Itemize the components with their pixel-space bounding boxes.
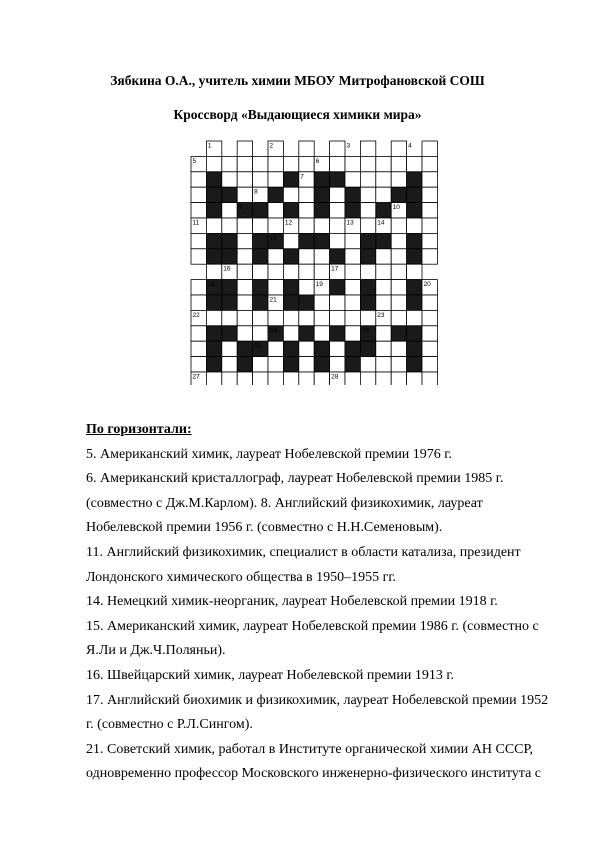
crossword-cell — [422, 357, 437, 372]
crossword-cell — [330, 233, 345, 248]
crossword-cell — [191, 249, 206, 264]
crossword-number: 9 — [238, 204, 243, 212]
crossword-black-cell — [222, 295, 237, 310]
crossword-number: 26 — [254, 342, 262, 350]
crossword-cell — [253, 372, 268, 385]
crossword-number: 11 — [192, 219, 200, 227]
crossword-black-cell — [314, 187, 329, 202]
clue-line: одновременно профессор Московского инженерно-физического института с — [86, 766, 542, 782]
crossword-number: 27 — [192, 373, 200, 381]
crossword-cell — [360, 264, 375, 279]
crossword-cell — [391, 218, 406, 233]
crossword-cell — [407, 156, 422, 171]
crossword-cell — [407, 218, 422, 233]
crossword-cell — [422, 295, 437, 310]
crossword-cell — [222, 341, 237, 356]
crossword-black-cell — [283, 280, 298, 295]
crossword-cell — [253, 156, 268, 171]
crossword-black-cell — [222, 249, 237, 264]
crossword-cell — [206, 372, 221, 385]
crossword-cell — [376, 372, 391, 385]
crossword-cell — [268, 310, 283, 325]
crossword-cell — [283, 264, 298, 279]
crossword-black-cell — [314, 357, 329, 372]
crossword-black-cell — [268, 187, 283, 202]
crossword-cell — [330, 156, 345, 171]
crossword-cell — [407, 372, 422, 385]
crossword-cell — [376, 172, 391, 187]
crossword-cell — [268, 249, 283, 264]
crossword-cell — [299, 310, 314, 325]
crossword-black-cell — [253, 280, 268, 295]
crossword-cell — [360, 357, 375, 372]
crossword-number: 21 — [269, 296, 277, 304]
crossword-black-cell — [299, 233, 314, 248]
crossword-cell — [268, 372, 283, 385]
crossword-cell — [268, 203, 283, 218]
crossword-cell — [237, 187, 252, 202]
crossword-black-cell — [407, 203, 422, 218]
crossword-cell — [206, 156, 221, 171]
crossword-black-cell — [283, 172, 298, 187]
crossword-black-cell — [253, 233, 268, 248]
crossword-cell — [376, 264, 391, 279]
crossword-number: 2 — [269, 142, 274, 150]
crossword-cell — [345, 310, 360, 325]
crossword-cell — [206, 218, 221, 233]
crossword-cell — [330, 295, 345, 310]
crossword-cell — [299, 357, 314, 372]
crossword-cell — [191, 280, 206, 295]
crossword-black-cell — [206, 172, 221, 187]
crossword-black-cell — [407, 295, 422, 310]
crossword-black-cell — [360, 341, 375, 356]
crossword-cell — [330, 141, 345, 156]
crossword-number: 22 — [192, 311, 200, 319]
crossword-cell — [376, 341, 391, 356]
crossword-black-cell — [222, 233, 237, 248]
crossword-cell — [330, 357, 345, 372]
crossword-black-cell — [345, 357, 360, 372]
crossword-cell — [222, 310, 237, 325]
crossword-cell — [237, 295, 252, 310]
crossword-black-cell — [345, 203, 360, 218]
clues-section — [86, 418, 556, 787]
author-line: Зябкина О.А., учитель химии МБОУ Митрофановской СОШ — [110, 73, 485, 88]
crossword-cell — [268, 341, 283, 356]
crossword-cell — [391, 249, 406, 264]
crossword-number: 1 — [207, 142, 212, 150]
crossword-cell — [299, 187, 314, 202]
crossword-black-cell — [253, 203, 268, 218]
crossword-black-cell — [407, 187, 422, 202]
crossword-cell — [345, 372, 360, 385]
crossword-cell — [253, 310, 268, 325]
crossword-number: 10 — [392, 204, 400, 212]
crossword-cell — [391, 341, 406, 356]
crossword-number: 20 — [423, 281, 431, 289]
crossword-cell — [237, 372, 252, 385]
crossword-black-cell — [407, 341, 422, 356]
clue-line: г. (совместно с Р.Л.Сингом). — [86, 717, 253, 733]
crossword-cell — [237, 172, 252, 187]
crossword-cell — [237, 310, 252, 325]
crossword-cell — [268, 156, 283, 171]
crossword-number: 3 — [346, 142, 351, 150]
crossword-black-cell — [345, 187, 360, 202]
crossword-black-cell — [222, 187, 237, 202]
clue-line: 17. Английский биохимик и физикохимик, лауреат Нобелевской премии 1952 — [86, 692, 549, 708]
crossword-cell — [391, 357, 406, 372]
crossword-cell — [422, 233, 437, 248]
crossword-grid — [187, 135, 457, 385]
crossword-cell — [345, 326, 360, 341]
crossword-cell — [360, 218, 375, 233]
crossword-black-cell — [360, 249, 375, 264]
crossword-svg — [187, 135, 457, 385]
crossword-black-cell — [206, 357, 221, 372]
crossword-number: 28 — [331, 373, 339, 381]
crossword-cell — [330, 203, 345, 218]
crossword-number: 19 — [315, 281, 323, 289]
crossword-cell — [345, 249, 360, 264]
crossword-number: 18 — [207, 281, 216, 289]
crossword-cell — [222, 203, 237, 218]
crossword-black-cell — [330, 172, 345, 187]
crossword-cell — [299, 203, 314, 218]
crossword-cell — [330, 187, 345, 202]
crossword-cell — [360, 141, 375, 156]
crossword-cell — [283, 372, 298, 385]
crossword-cell — [222, 372, 237, 385]
crossword-cell — [191, 326, 206, 341]
crossword-number: 15 — [269, 234, 277, 242]
crossword-cell — [422, 187, 437, 202]
crossword-cell — [237, 156, 252, 171]
crossword-cell — [191, 341, 206, 356]
crossword-black-cell — [360, 280, 375, 295]
crossword-cell — [253, 357, 268, 372]
clue-line: Я.Ли и Дж.Ч.Поляньи). — [86, 643, 226, 659]
crossword-cell — [253, 326, 268, 341]
crossword-cell — [268, 172, 283, 187]
crossword-cell — [391, 264, 406, 279]
crossword-black-cell — [283, 295, 298, 310]
crossword-cell — [299, 372, 314, 385]
crossword-cell — [237, 218, 252, 233]
crossword-cell — [268, 357, 283, 372]
crossword-number: 13 — [346, 219, 354, 227]
crossword-black-cell — [330, 249, 345, 264]
crossword-cell — [422, 249, 437, 264]
crossword-cell — [422, 310, 437, 325]
crossword-number: 12 — [284, 219, 293, 227]
crossword-black-cell — [253, 295, 268, 310]
crossword-cell — [237, 249, 252, 264]
crossword-cell — [299, 341, 314, 356]
crossword-cell — [360, 203, 375, 218]
crossword-black-cell — [330, 280, 345, 295]
crossword-number: 7 — [300, 173, 304, 181]
crossword-black-cell — [330, 326, 345, 341]
crossword-cell — [376, 187, 391, 202]
crossword-black-cell — [206, 233, 221, 248]
clue-line: 14. Немецкий химик-неорганик, лауреат Нобелевской премии 1918 г. — [86, 594, 498, 610]
crossword-cell — [360, 372, 375, 385]
crossword-cell — [422, 203, 437, 218]
crossword-black-cell — [345, 341, 360, 356]
crossword-cell — [330, 310, 345, 325]
clue-line: 16. Швейцарский химик, лауреат Нобелевской премии 1913 г. — [86, 667, 455, 683]
crossword-cell — [314, 326, 329, 341]
crossword-black-cell — [314, 203, 329, 218]
crossword-cell — [237, 264, 252, 279]
crossword-number: 6 — [315, 157, 320, 165]
crossword-cell — [407, 310, 422, 325]
crossword-cell — [191, 295, 206, 310]
crossword-black-cell — [407, 249, 422, 264]
crossword-number: 4 — [408, 142, 412, 150]
crossword-cell — [191, 203, 206, 218]
crossword-cell — [237, 233, 252, 248]
crossword-cell — [376, 280, 391, 295]
crossword-cell — [345, 280, 360, 295]
crossword-black-cell — [376, 203, 391, 218]
crossword-cell — [314, 295, 329, 310]
crossword-black-cell — [314, 233, 329, 248]
crossword-cell — [283, 310, 298, 325]
crossword-cell — [314, 372, 329, 385]
crossword-title: Кроссворд «Выдающиеся химики мира» — [173, 107, 422, 122]
crossword-cell — [422, 372, 437, 385]
clue-line: 21. Советский химик, работал в Институте органической химии АН СССР, — [86, 741, 534, 757]
crossword-cell — [206, 264, 221, 279]
crossword-cell — [268, 280, 283, 295]
crossword-black-cell — [314, 341, 329, 356]
crossword-cell — [422, 326, 437, 341]
crossword-cell — [391, 310, 406, 325]
crossword-number: 8 — [254, 188, 258, 196]
clue-line: 6. Американский кристаллограф, лауреат Нобелевской премии 1985 г. — [86, 471, 504, 487]
crossword-cell — [391, 372, 406, 385]
crossword-cell — [237, 326, 252, 341]
crossword-black-cell — [407, 326, 422, 341]
crossword-cell — [283, 326, 298, 341]
crossword-cell — [360, 156, 375, 171]
crossword-cell — [299, 218, 314, 233]
crossword-cell — [299, 156, 314, 171]
crossword-cell — [222, 357, 237, 372]
crossword-cell — [283, 187, 298, 202]
crossword-cell — [422, 341, 437, 356]
crossword-black-cell — [283, 357, 298, 372]
crossword-cell — [330, 218, 345, 233]
crossword-cell — [422, 156, 437, 171]
crossword-cell — [299, 280, 314, 295]
crossword-cell — [191, 187, 206, 202]
crossword-black-cell — [360, 233, 375, 248]
crossword-number: 17 — [331, 265, 339, 273]
crossword-cell — [422, 141, 437, 156]
crossword-cell — [376, 295, 391, 310]
crossword-black-cell — [283, 249, 298, 264]
clue-line: Лондонского химического общества в 1950–1955 гг. — [86, 569, 397, 585]
crossword-cell — [222, 172, 237, 187]
crossword-cell — [376, 249, 391, 264]
crossword-black-cell — [222, 326, 237, 341]
crossword-cell — [299, 249, 314, 264]
crossword-black-cell — [283, 341, 298, 356]
crossword-cell — [237, 141, 252, 156]
crossword-black-cell — [407, 357, 422, 372]
crossword-black-cell — [206, 249, 221, 264]
crossword-black-cell — [407, 172, 422, 187]
crossword-cell — [283, 233, 298, 248]
crossword-cell — [391, 172, 406, 187]
crossword-number: 5 — [192, 157, 197, 165]
crossword-cell — [268, 264, 283, 279]
crossword-number: 14 — [377, 219, 385, 227]
crossword-cell — [268, 218, 283, 233]
crossword-cell — [391, 156, 406, 171]
crossword-number: 25 — [361, 327, 370, 335]
clue-line: 5. Американский химик, лауреат Нобелевской премии 1976 г. — [86, 446, 452, 462]
crossword-black-cell — [206, 295, 221, 310]
crossword-cell — [191, 233, 206, 248]
crossword-cell — [191, 172, 206, 187]
crossword-cell — [422, 218, 437, 233]
crossword-black-cell — [299, 326, 314, 341]
crossword-black-cell — [283, 203, 298, 218]
crossword-cell — [376, 357, 391, 372]
crossword-cell — [314, 264, 329, 279]
crossword-cell — [422, 172, 437, 187]
clue-line: 15. Американский химик, лауреат Нобелевской премии 1986 г. (совместно с — [86, 618, 539, 634]
crossword-cell — [330, 341, 345, 356]
crossword-cell — [206, 310, 221, 325]
crossword-cell — [360, 187, 375, 202]
crossword-cell — [360, 172, 375, 187]
crossword-cell — [191, 357, 206, 372]
crossword-cell — [407, 264, 422, 279]
crossword-black-cell — [237, 357, 252, 372]
crossword-black-cell — [206, 326, 221, 341]
crossword-black-cell — [206, 187, 221, 202]
crossword-cell — [345, 264, 360, 279]
crossword-cell — [391, 280, 406, 295]
crossword-cell — [376, 326, 391, 341]
crossword-cell — [299, 141, 314, 156]
crossword-black-cell — [299, 295, 314, 310]
crossword-black-cell — [376, 233, 391, 248]
crossword-cell — [391, 233, 406, 248]
crossword-cell — [299, 264, 314, 279]
crossword-cell — [360, 310, 375, 325]
crossword-black-cell — [253, 249, 268, 264]
crossword-black-cell — [407, 280, 422, 295]
crossword-cell — [376, 156, 391, 171]
crossword-black-cell — [206, 341, 221, 356]
crossword-number: 16 — [223, 265, 231, 273]
crossword-cell — [253, 172, 268, 187]
crossword-black-cell — [407, 233, 422, 248]
clue-line: 11. Английский физикохимик, специалист в области катализа, президент — [86, 544, 521, 560]
clues-heading: По горизонтали: — [86, 422, 192, 437]
crossword-black-cell — [360, 295, 375, 310]
crossword-black-cell — [237, 341, 252, 356]
crossword-cell — [314, 218, 329, 233]
crossword-black-cell — [391, 187, 406, 202]
clue-line: (совместно с Дж.М.Карлом). 8. Английский физикохимик, лауреат — [86, 495, 483, 511]
crossword-cell — [391, 295, 406, 310]
crossword-cell — [345, 295, 360, 310]
crossword-cell — [345, 156, 360, 171]
crossword-cell — [283, 156, 298, 171]
crossword-black-cell — [206, 203, 221, 218]
crossword-cell — [253, 218, 268, 233]
crossword-black-cell — [314, 172, 329, 187]
crossword-cell — [253, 264, 268, 279]
clue-line: Нобелевской премии 1956 г. (совместно с Н.Н.Семеновым). — [86, 520, 443, 536]
crossword-number: 24 — [269, 327, 277, 335]
crossword-black-cell — [222, 280, 237, 295]
crossword-cell — [391, 141, 406, 156]
crossword-cell — [345, 233, 360, 248]
crossword-cell — [237, 280, 252, 295]
crossword-cell — [345, 172, 360, 187]
crossword-number: 23 — [377, 311, 385, 319]
crossword-cell — [314, 310, 329, 325]
crossword-cell — [222, 156, 237, 171]
crossword-black-cell — [391, 326, 406, 341]
crossword-cell — [222, 218, 237, 233]
crossword-cell — [314, 249, 329, 264]
